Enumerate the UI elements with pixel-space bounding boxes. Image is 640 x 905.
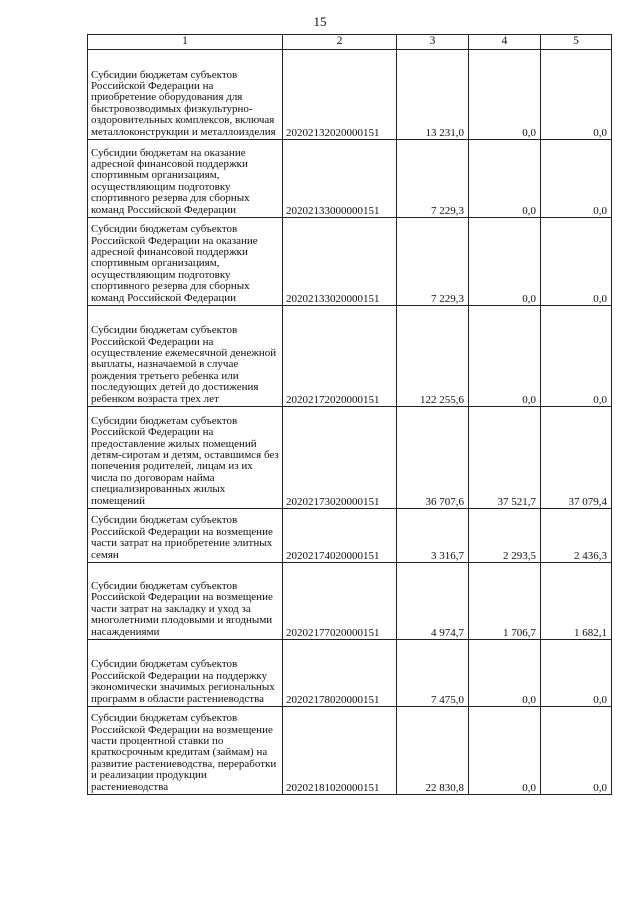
row-code: 20202172020000151: [283, 306, 397, 407]
table-row: [88, 707, 612, 795]
header-col-3: 3: [397, 35, 469, 50]
row-name: Субсидии бюджетам субъектов Российской Федерации на возмещение части затрат на приобретение элитных семян: [88, 509, 283, 563]
table-row: [88, 50, 612, 140]
table-row: [88, 218, 612, 306]
row-value-3: 7 475,0: [397, 640, 469, 707]
row-name: Субсидии бюджетам субъектов Российской Федерации на оказание адресной финансовой поддержки спортивным организациям, осуществляющим подготовку спортивного резерва для сборных команд Российской Федерации: [88, 218, 283, 306]
table-row: [88, 140, 612, 218]
row-value-3: 7 229,3: [397, 218, 469, 306]
row-value-5: 1 682,1: [541, 563, 612, 640]
row-code: 20202177020000151: [283, 563, 397, 640]
table-row: [88, 640, 612, 707]
row-value-4: 1 706,7: [469, 563, 541, 640]
row-code: 20202133020000151: [283, 218, 397, 306]
row-name: Субсидии бюджетам субъектов Российской Федерации на осуществление ежемесячной денежной выплаты, назначаемой в случае рождения третьего ребенка или последующих детей до достижения ребенком возраста трех лет: [88, 306, 283, 407]
row-value-3: 122 255,6: [397, 306, 469, 407]
header-col-1: 1: [88, 35, 283, 50]
row-name: Субсидии бюджетам субъектов Российской Федерации на поддержку экономически значимых региональных программ в области растениеводства: [88, 640, 283, 707]
row-value-3: 22 830,8: [397, 707, 469, 795]
row-value-5: 0,0: [541, 640, 612, 707]
header-col-4: 4: [469, 35, 541, 50]
row-code: 20202178020000151: [283, 640, 397, 707]
row-value-5: 0,0: [541, 306, 612, 407]
row-value-3: 13 231,0: [397, 50, 469, 140]
row-code: 20202181020000151: [283, 707, 397, 795]
row-code: 20202132020000151: [283, 50, 397, 140]
row-name: Субсидии бюджетам субъектов Российской Федерации на предоставление жилых помещений детям-сиротам и детям, оставшимся без попечения родителей, лицам из их числа по договорам найма специализированных жилых помещений: [88, 407, 283, 509]
row-value-4: 0,0: [469, 306, 541, 407]
row-value-3: 4 974,7: [397, 563, 469, 640]
row-value-5: 2 436,3: [541, 509, 612, 563]
table-header-row: [88, 35, 612, 50]
row-code: 20202174020000151: [283, 509, 397, 563]
row-value-5: 0,0: [541, 707, 612, 795]
row-value-4: 37 521,7: [469, 407, 541, 509]
row-value-4: 0,0: [469, 140, 541, 218]
row-value-4: 0,0: [469, 218, 541, 306]
row-value-3: 3 316,7: [397, 509, 469, 563]
row-code: 20202173020000151: [283, 407, 397, 509]
table-row: [88, 407, 612, 509]
table-row: [88, 563, 612, 640]
row-value-3: 36 707,6: [397, 407, 469, 509]
row-value-5: 0,0: [541, 50, 612, 140]
row-value-5: 0,0: [541, 218, 612, 306]
table-row: [88, 509, 612, 563]
row-value-5: 37 079,4: [541, 407, 612, 509]
row-code: 20202133000000151: [283, 140, 397, 218]
header-col-2: 2: [283, 35, 397, 50]
row-value-4: 2 293,5: [469, 509, 541, 563]
header-col-5: 5: [541, 35, 612, 50]
row-name: Субсидии бюджетам субъектов Российской Федерации на приобретение оборудования для быстровозводимых физкультурно-оздоровительных комплексов, включая металлоконструкции и металлоизделия: [88, 50, 283, 140]
row-value-3: 7 229,3: [397, 140, 469, 218]
row-name: Субсидии бюджетам субъектов Российской Федерации на возмещение части затрат на закладку и уход за многолетними плодовыми и ягодными насаждениями: [88, 563, 283, 640]
page-number: 15: [313, 14, 327, 29]
row-value-5: 0,0: [541, 140, 612, 218]
row-name: Субсидии бюджетам субъектов Российской Федерации на возмещение части процентной ставки по краткосрочным кредитам (займам) на развитие растениеводства, переработки и реализации продукции растениеводства: [88, 707, 283, 795]
row-value-4: 0,0: [469, 707, 541, 795]
table-row: [88, 306, 612, 407]
row-value-4: 0,0: [469, 50, 541, 140]
subsidies-table: [87, 34, 612, 795]
row-value-4: 0,0: [469, 640, 541, 707]
row-name: Субсидии бюджетам на оказание адресной финансовой поддержки спортивным организациям, осуществляющим подготовку спортивного резерва для сборных команд Российской Федерации: [88, 140, 283, 218]
